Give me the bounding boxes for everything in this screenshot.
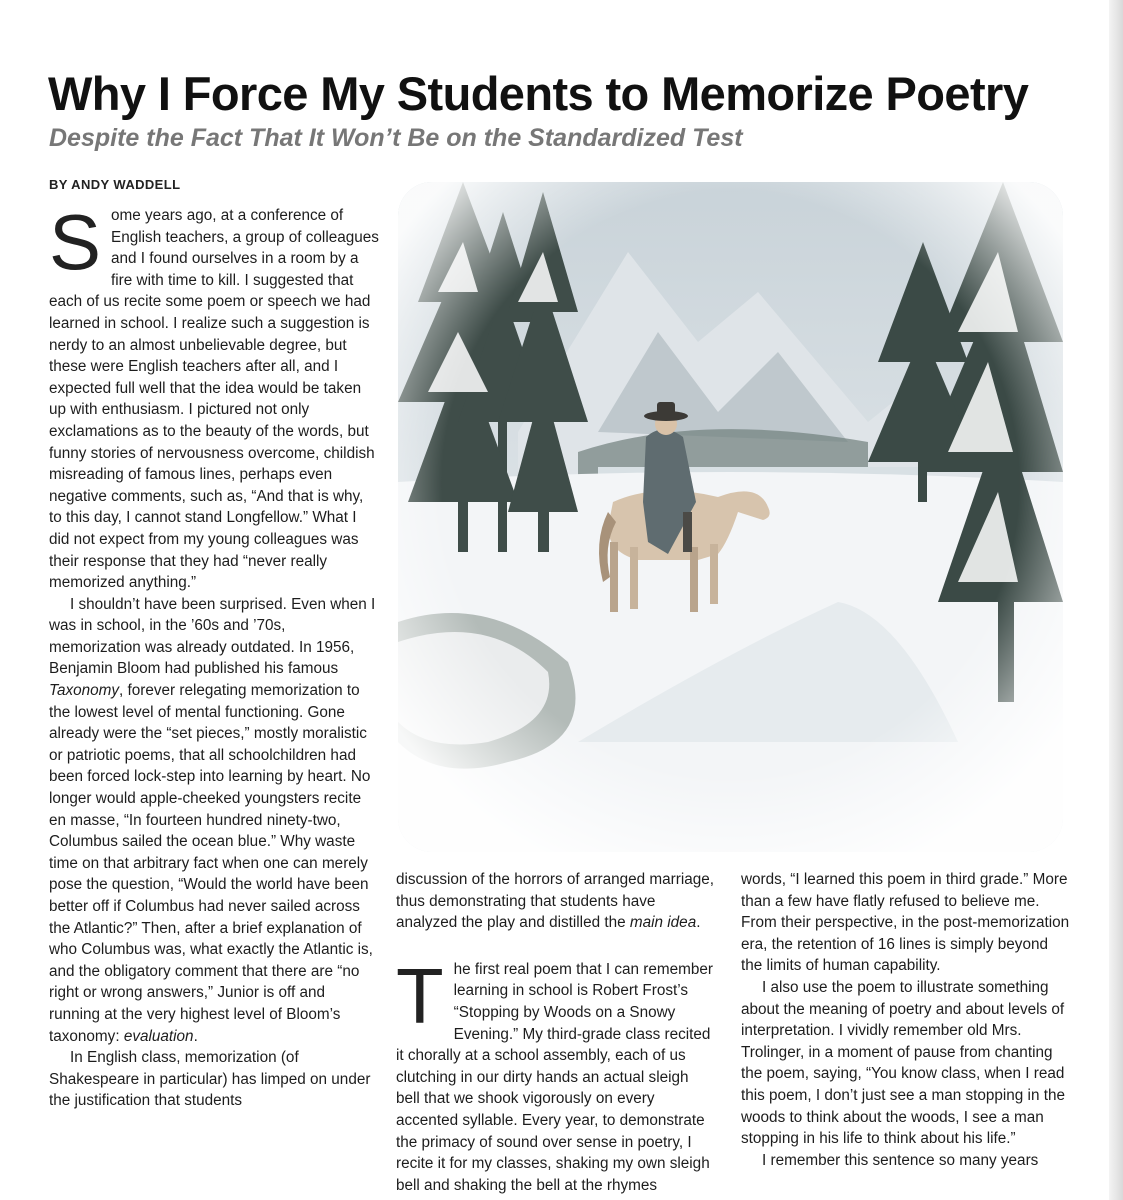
paragraph-col2-2 [396, 951, 716, 1197]
byline: BY ANDY WADDELL [49, 177, 181, 192]
paragraph-col2-2-text: he first real poem that I can remember learning in school is Robert Frost’s “Stopping by Woods on a Snowy Evening.” My third-grade class recited it chorally at a school assembly, each of us clutching in our dirty hands an actual sleigh bell that we shook vigorously on every accented syllable. Every year, to demonstrate the primacy of sound over sense in poetry, I recite it for my classes, shaking my own sleigh bell and shaking the bell at the rhymes [396, 960, 713, 1194]
paragraph-col3-2: I also use the poem to illustrate something about the meaning of poetry and about levels of interpretation. I vividly remember old Mrs. Trolinger, in a moment of pause from chanting the poem, saying, “You know class, when I read this poem, I don’t just see a man stopping in the woods to think about the woods, I see a man stopping in his life to think about his life.” [741, 978, 1065, 1148]
column-3 [741, 869, 1071, 1171]
paragraph-1 [49, 198, 379, 594]
evaluation-italic: evaluation [123, 1027, 194, 1045]
paragraph-2 [49, 594, 379, 1047]
article-subtitle: Despite the Fact That It Won’t Be on the Standardized Test [49, 124, 743, 152]
paragraph-2-text-b: , forever relegating memorization to the lowest level of mental functioning. Gone already were the “set pieces,” mostly moralistic or patriotic poems, that all schoolchildren had been forced lock-step into learning by heart. No longer would apple-cheeked youngsters recite en masse, “In fourteen hundred ninety-two, Columbus sailed the ocean blue.” Why waste time on that arbitrary fact when one can merely pose the question, “Would the world have been better off if Columbus had never sailed across the Atlantic?” Then, after a brief explanation of who Columbus was, what exactly the Atlantic is, and the obligatory comment that there are “no right or wrong answers,” Junior is off and running at the very highest level of Bloom’s taxonomy: [49, 682, 373, 1045]
paragraph-2-text-a: I shouldn’t have been surprised. Even when I was in school, in the ’60s and ’70s, memorization was already outdated. In 1956, Benjamin Bloom had published his famous [49, 595, 376, 678]
paragraph-col3-3: I remember this sentence so many years [762, 1151, 1039, 1169]
page-edge [1109, 0, 1123, 1200]
winter-horseman-illustration [398, 182, 1063, 852]
paragraph-2-text-c: . [193, 1027, 198, 1045]
column-2 [396, 869, 716, 1196]
paragraph-col2-1 [396, 869, 716, 934]
paragraph-col2-1-text-a: discussion of the horrors of arranged marriage, thus demonstrating that students have analyzed the play and distilled the [396, 871, 714, 932]
taxonomy-italic: Taxonomy [49, 682, 120, 700]
paragraph-1-text: ome years ago, at a conference of English teachers, a group of colleagues and I found ourselves in a room by a fire with time to kill. I suggested that each of us recite some poem or speech we had learned in school. I realize such a suggestion is nerdy to an almost unbelievable degree, but these were English teachers after all, and I expected full well that the idea would be taken up with enthusiasm. I pictured not only exclamations as to the beauty of the words, but funny stories of nervousness overcome, childish misreading of famous lines, perhaps even negative comments, such as, “And that is why, to this day, I cannot stand Longfellow.” What I did not expect from my young colleagues was their response that they had “never really memorized anything.” [49, 207, 379, 592]
drop-cap-s: S [49, 198, 102, 286]
paragraph-col3-1: words, “I learned this poem in third grade.” More than a few have flatly refused to believe me. From their perspective, in the post-memorization era, the retention of 16 lines is simply beyond the limits of human capability. [741, 871, 1070, 975]
article-title: Why I Force My Students to Memorize Poetry [48, 67, 1029, 120]
main-idea-italic: main idea [629, 914, 697, 932]
column-1 [49, 198, 379, 1112]
paragraph-col2-1-text-b: . [696, 914, 701, 932]
drop-cap-t: T [396, 951, 444, 1040]
paragraph-3: In English class, memorization (of Shakespeare in particular) has limped on under the justification that students [49, 1049, 371, 1110]
